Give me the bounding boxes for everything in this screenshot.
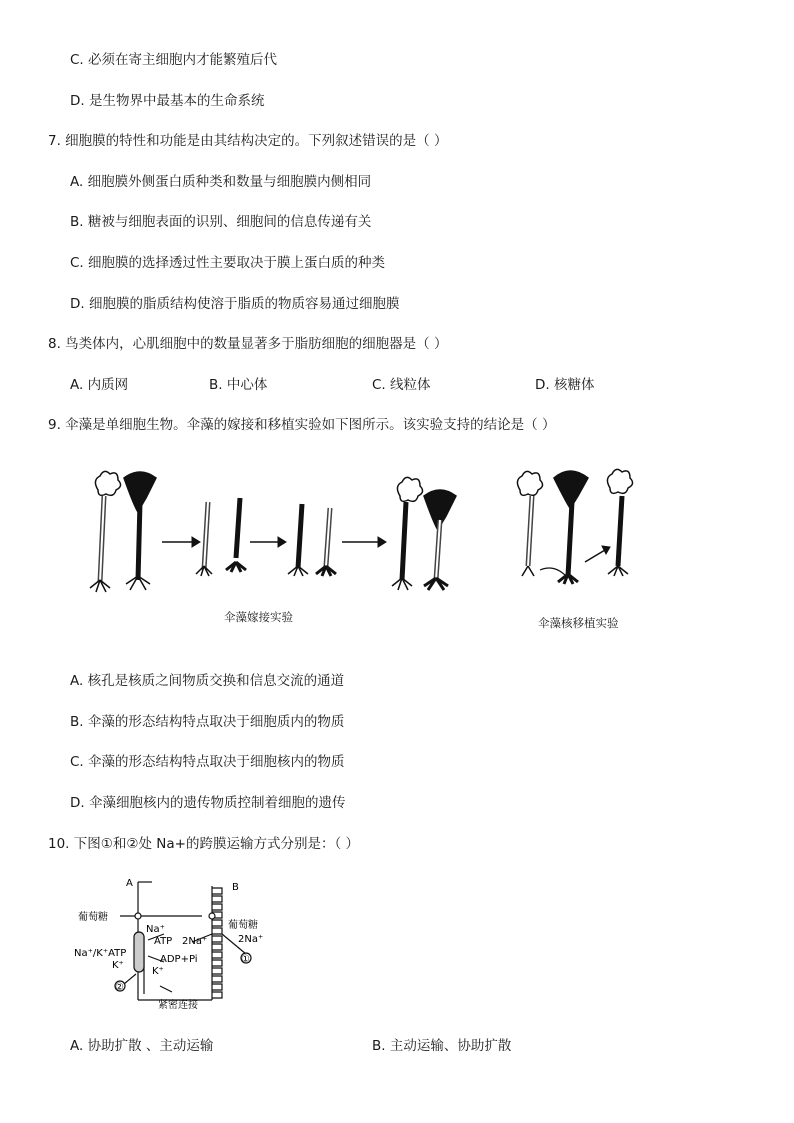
q10-option-b: B. 主动运输、协助扩散 <box>372 1038 512 1054</box>
q9-caption-graft: 伞藻嫁接实验 <box>224 610 293 624</box>
graft-swapped <box>288 504 336 576</box>
na-plus: Na⁺ <box>146 924 165 935</box>
q6-option-d: D. 是生物界中最基本的生命系统 <box>70 93 265 109</box>
arrow-1 <box>162 537 200 547</box>
glucose-left: 葡萄糖 <box>78 912 108 923</box>
q8-stem: 8. 鸟类体内，心肌细胞中的数量显著多于脂肪细胞的细胞器是（ ） <box>48 336 448 352</box>
q9-option-c: C. 伞藻的形态结构特点取决于细胞核内的物质 <box>70 754 345 770</box>
q10-option-a: A. 协助扩散 、主动运输 <box>70 1038 214 1054</box>
q9-option-a: A. 核孔是核质之间物质交换和信息交流的通道 <box>70 673 345 689</box>
q8-option-a: A. 内质网 <box>70 377 129 393</box>
marker-2: ② <box>115 982 124 993</box>
q9-stem: 9. 伞藻是单细胞生物。伞藻的嫁接和移植实验如下图所示。该实验支持的结论是（ ） <box>48 417 556 433</box>
q9-caption-transplant: 伞藻核移植实验 <box>538 616 619 630</box>
glucose-right: 葡萄糖 <box>228 920 258 931</box>
tight-junction: 紧密连接 <box>158 1000 198 1011</box>
acetabularia-figure <box>80 462 660 602</box>
q10-stem: 10. 下图①和②处 Na+的跨膜运输方式分别是：（ ） <box>48 836 359 852</box>
q8-option-c: C. 线粒体 <box>372 377 431 393</box>
q7-option-d: D. 细胞膜的脂质结构使溶于脂质的物质容易通过细胞膜 <box>70 296 400 312</box>
q8-option-b: B. 中心体 <box>209 377 268 393</box>
two-na-right: 2Na⁺ <box>238 934 264 945</box>
k-plus-1: K⁺ <box>112 960 124 971</box>
umbrella-algae-graft-group <box>90 471 156 592</box>
marker-1: ① <box>241 954 250 965</box>
adp-pi: ADP+Pi <box>160 954 198 965</box>
q7-stem: 7. 细胞膜的特性和功能是由其结构决定的。下列叙述错误的是（ ） <box>48 133 448 149</box>
transplant-arrow <box>540 546 610 576</box>
q7-option-b: B. 糖被与细胞表面的识别、细胞间的信息传递有关 <box>70 214 372 230</box>
label-a: A <box>126 878 133 889</box>
arrow-3 <box>342 537 386 547</box>
pump-label: Na⁺/K⁺ATP <box>74 948 127 959</box>
q9-option-d: D. 伞藻细胞核内的遗传物质控制着细胞的遗传 <box>70 795 346 811</box>
na-transport-diagram <box>72 876 292 1016</box>
graft-stalks <box>196 498 246 576</box>
graft-result <box>392 477 456 590</box>
transplant-group <box>517 469 632 584</box>
two-na-left: 2Na⁺ <box>182 936 208 947</box>
label-b: B <box>232 882 239 893</box>
k-plus-2: K⁺ <box>152 966 164 977</box>
q8-option-d: D. 核糖体 <box>535 377 595 393</box>
q6-option-c: C. 必须在寄主细胞内才能繁殖后代 <box>70 52 278 68</box>
q7-option-a: A. 细胞膜外侧蛋白质种类和数量与细胞膜内侧相同 <box>70 174 372 190</box>
arrow-2 <box>250 537 286 547</box>
atp: ATP <box>154 936 173 947</box>
q9-option-b: B. 伞藻的形态结构特点取决于细胞质内的物质 <box>70 714 345 730</box>
q7-option-c: C. 细胞膜的选择透过性主要取决于膜上蛋白质的种类 <box>70 255 386 271</box>
